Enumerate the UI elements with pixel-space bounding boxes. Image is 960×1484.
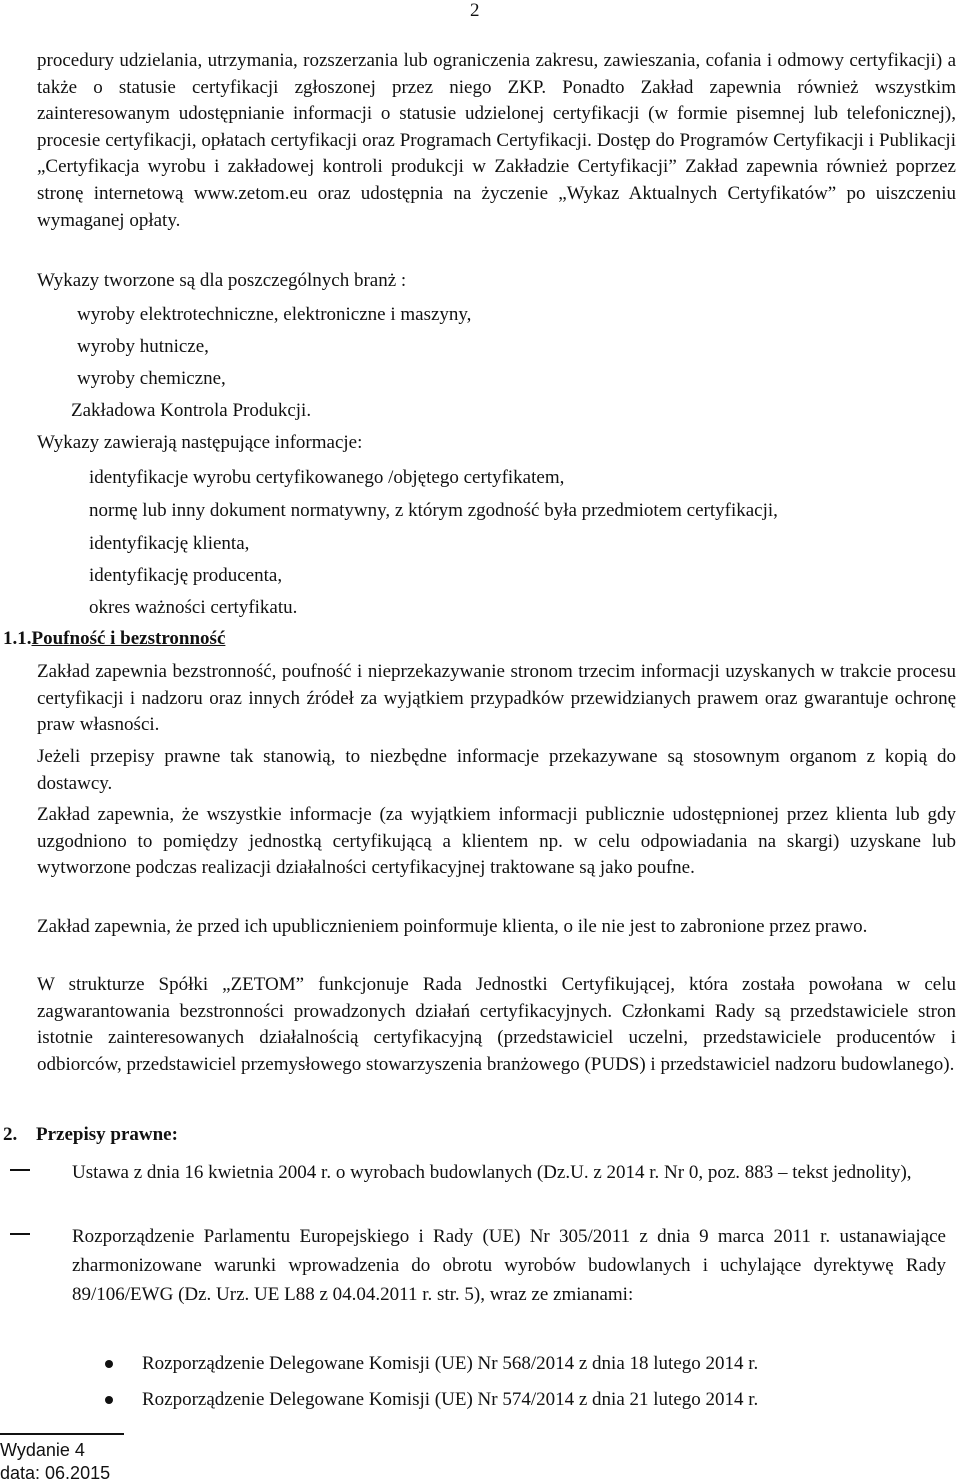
- branch-item: wyroby chemiczne,: [77, 368, 226, 389]
- page-number: 2: [470, 0, 480, 21]
- section-1-1-paragraph: Zakład zapewnia, że wszystkie informacje (za wyjątkiem informacji publicznie udostępnionej przez klienta lub gdy uzgodniono to pomiędzy jednostką certyfikującą a klientem np. w celu odpowiadania na skargi) uzyskane lub wytworzone podczas realizacji działalności certyfikacyjnej traktowane są jako poufne.: [37, 804, 956, 879]
- section-2-number: 2.: [3, 1124, 18, 1145]
- regulation-item: [105, 1387, 950, 1417]
- footer-divider: [0, 1433, 124, 1435]
- intro-paragraph: procedury udzielania, utrzymania, rozszerzania lub ograniczenia zakresu, zawieszania, cofania i odmowy certyfikacji) a także o statusie certyfikacji zgłoszonej przez niego ZKP. Ponadto Zakład zapewnia również wszystkim zainteresowanym udostępnianie informacji o statusie udzielonej certyfikacji (w formie pisemnej lub telefonicznej), procesie certyfikacji, opłatach certyfikacji oraz Programach Certyfikacji. Dostęp do Programów Certyfikacji i Publikacji „Certyfikacja wyrobu i zakładowej kontroli produkcji w Zakładzie Certyfikacji” Zakład zapewnia również poprzez stronę internetową www.zetom.eu oraz udostępnia na życzenie „Wykaz Aktualnych Certyfikatów” po uiszczeniu wymaganej opłaty.: [37, 50, 956, 231]
- branch-item: Zakładowa Kontrola Produkcji.: [71, 400, 312, 421]
- section-1-1-paragraph: Zakład zapewnia bezstronność, poufność i nieprzekazywanie stronom trzecim informacji uzyskanych w trakcie procesu certyfikacji i nadzoru oraz innych źródeł za wyjątkiem przypadków przewidzianych prawem oraz gwarantuje ochronę praw własności.: [37, 661, 956, 736]
- bullet-icon: [105, 1360, 113, 1368]
- footer-edition: Wydanie 4: [0, 1440, 85, 1460]
- footer-date: data: 06.2015: [0, 1463, 111, 1483]
- dash-icon: [10, 1169, 30, 1171]
- dash-icon: [10, 1233, 30, 1235]
- branch-item: wyroby hutnicze,: [77, 336, 209, 357]
- legal-item: [0, 1158, 946, 1216]
- legal-item-text: Ustawa z dnia 16 kwietnia 2004 r. o wyrobach budowlanych (Dz.U. z 2014 r. Nr 0, poz. 883 – tekst jednolity),: [72, 1162, 912, 1183]
- contents-intro: Wykazy zawierają następujące informacje:: [37, 432, 363, 453]
- section-2-heading: [3, 1122, 178, 1148]
- section-1-1-paragraph: Jeżeli przepisy prawne tak stanowią, to niezbędne informacje przekazywane są stosownym organom z kopią do dostawcy.: [37, 746, 956, 794]
- section-1-1-number: 1.1.: [3, 628, 32, 649]
- contents-item: identyfikacje wyrobu certyfikowanego /objętego certyfikatem,: [89, 467, 565, 488]
- contents-item: normę lub inny dokument normatywny, z którym zgodność była przedmiotem certyfikacji,: [89, 500, 778, 521]
- section-1-1-title: Poufność i bezstronność: [31, 628, 226, 649]
- contents-item: identyfikację producenta,: [89, 565, 283, 586]
- regulation-item-text: Rozporządzenie Delegowane Komisji (UE) Nr 574/2014 z dnia 21 lutego 2014 r.: [142, 1389, 759, 1410]
- section-1-1-paragraph: Zakład zapewnia, że przed ich upublicznieniem poinformuje klienta, o ile nie jest to zabronione przez prawo.: [37, 916, 868, 937]
- legal-item: [0, 1222, 946, 1338]
- section-2-title: Przepisy prawne:: [36, 1124, 178, 1145]
- contents-item: identyfikację klienta,: [89, 533, 250, 554]
- regulation-item-text: Rozporządzenie Delegowane Komisji (UE) Nr 568/2014 z dnia 18 lutego 2014 r.: [142, 1353, 759, 1374]
- section-1-1-heading: [3, 626, 225, 652]
- lists-intro: Wykazy tworzone są dla poszczególnych branż :: [37, 270, 407, 291]
- contents-item: okres ważności certyfikatu.: [89, 597, 298, 618]
- section-1-1-paragraph: W strukturze Spółki „ZETOM” funkcjonuje Rada Jednostki Certyfikującej, która została powołana w celu zagwarantowania bezstronności prowadzonych działań certyfikacyjnych. Członkami Rady są przedstawiciele stron istotnie zainteresowanych działalnością certyfikacyjną (przedstawiciel uczelni, przedstawiciele producentów i odbiorców, przedstawiciel przemysłowego stowarzyszenia branżowego (PUDS) i przedstawiciel nadzoru budowlanego).: [37, 974, 956, 1075]
- bullet-icon: [105, 1396, 113, 1404]
- branch-item: wyroby elektrotechniczne, elektroniczne i maszyny,: [77, 304, 472, 325]
- regulation-item: [105, 1351, 950, 1381]
- legal-item-text: Rozporządzenie Parlamentu Europejskiego i Rady (UE) Nr 305/2011 z dnia 9 marca 2011 r. ustanawiające zharmonizowane warunki wprowadzenia do obrotu wyrobów budowlanych i uchylające dyrektywę Rady 89/106/EWG (Dz. Urz. UE L88 z 04.04.2011 r. str. 5), wraz ze zmianami:: [72, 1226, 946, 1305]
